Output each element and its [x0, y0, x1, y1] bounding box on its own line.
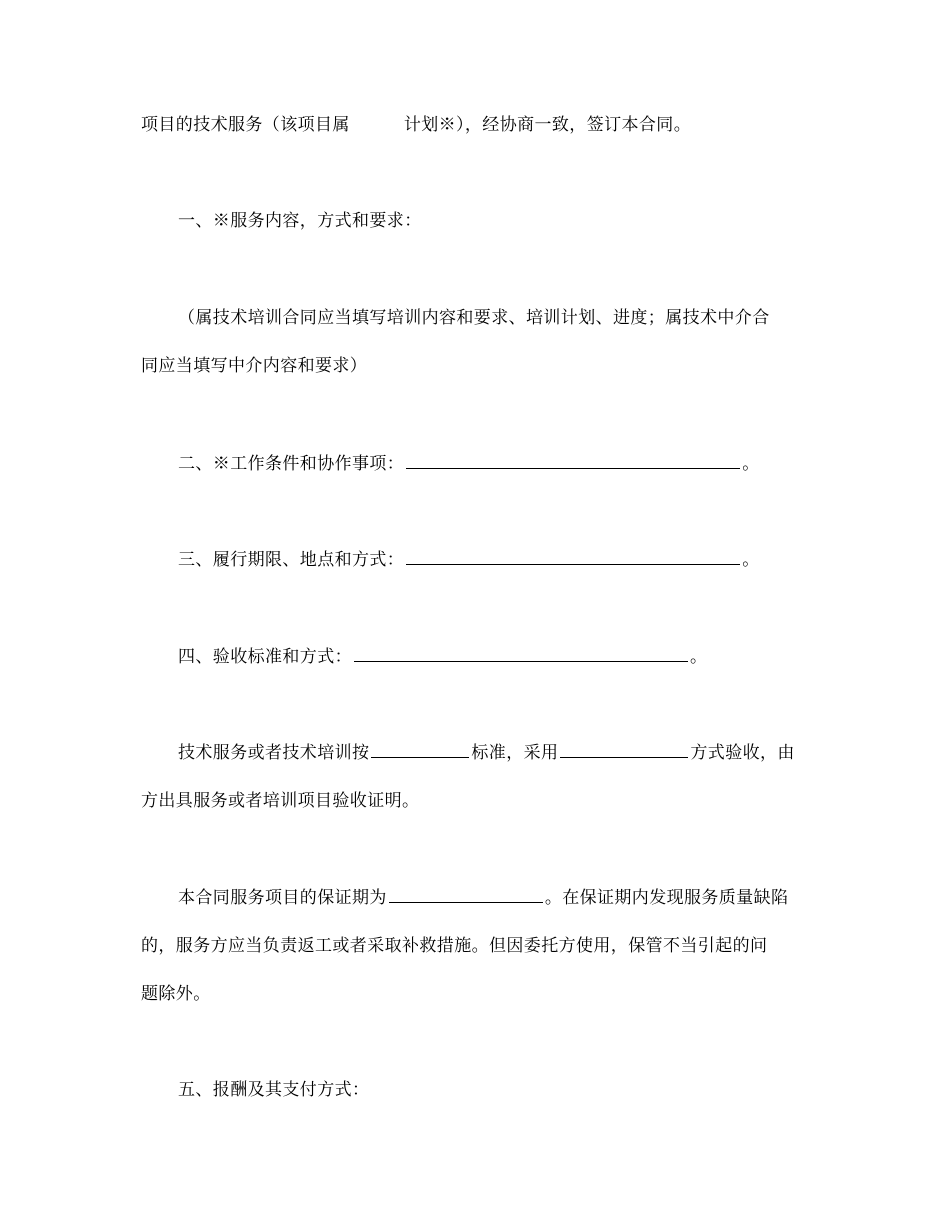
warranty-line3: 题除外。: [141, 984, 211, 1004]
acceptance-line1: [178, 741, 795, 764]
intro-line: [141, 114, 691, 136]
acceptance-text-part3: 方式验收，由: [690, 743, 795, 763]
section4-end: 。: [690, 647, 708, 667]
acceptance-text-part2: 标准，采用: [471, 743, 559, 763]
section4-line: [178, 645, 707, 668]
section1-note-line2: 同应当填写中介内容和要求）: [141, 356, 368, 376]
section4-label: 四、验收标准和方式：: [178, 647, 352, 667]
section4-blank-field[interactable]: [354, 645, 688, 662]
acceptance-method-blank[interactable]: [560, 741, 688, 758]
section2-label: 二、※工作条件和协作事项：: [178, 454, 405, 474]
acceptance-standard-blank[interactable]: [371, 741, 469, 758]
section2-blank-field[interactable]: [406, 452, 740, 469]
acceptance-text-part1: 技术服务或者技术培训按: [178, 743, 370, 763]
section2-end: 。: [742, 454, 760, 474]
section1-note-line1: （属技术培训合同应当填写培训内容和要求、培训计划、进度；属技术中介合: [178, 308, 770, 328]
acceptance-line2: 方出具服务或者培训项目验收证明。: [141, 791, 420, 811]
section3-end: 。: [742, 550, 760, 570]
section3-blank-field[interactable]: [406, 548, 740, 565]
warranty-text-part2: 。在保证期内发现服务质量缺陷: [544, 888, 789, 908]
warranty-line2: 的，服务方应当负责返工或者采取补救措施。但因委托方使用，保管不当引起的问: [141, 936, 768, 956]
intro-text-part1: 项目的技术服务（该项目属: [141, 115, 350, 135]
warranty-line1: [178, 886, 788, 909]
warranty-text-part1: 本合同服务项目的保证期为: [178, 888, 387, 908]
warranty-period-blank[interactable]: [389, 886, 543, 903]
section3-label: 三、履行期限、地点和方式：: [178, 550, 405, 570]
intro-text-part2: 计划※），经协商一致，签订本合同。: [403, 115, 692, 135]
section3-line: [178, 548, 760, 571]
section1-heading: 一、※服务内容，方式和要求：: [178, 211, 422, 231]
section5-heading: 五、报酬及其支付方式：: [178, 1080, 370, 1100]
section2-line: [178, 452, 760, 475]
